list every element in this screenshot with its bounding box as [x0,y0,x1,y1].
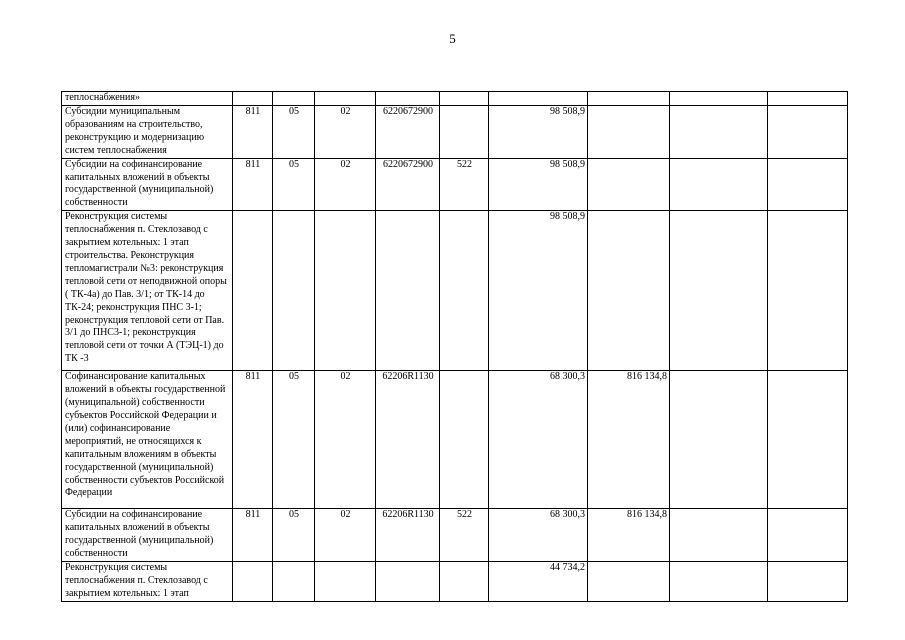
cell-empty [670,371,768,509]
cell-subsection [315,92,376,106]
cell-target-code [376,92,440,106]
cell-subsection: 02 [315,509,376,562]
cell-expense-type: 522 [440,158,489,211]
cell-expense-type: 522 [440,509,489,562]
budget-table [61,91,848,602]
cell-subsection [315,561,376,601]
cell-empty [768,371,848,509]
cell-target-code [376,211,440,371]
cell-empty [768,211,848,371]
table-row [62,158,848,211]
cell-empty [768,106,848,159]
table-row [62,106,848,159]
cell-empty [670,509,768,562]
cell-amount: 98 508,9 [489,211,588,371]
table-row [62,92,848,106]
cell-amount-federal [588,211,670,371]
cell-empty [768,561,848,601]
cell-section: 05 [273,371,315,509]
cell-amount-federal [588,106,670,159]
table-row [62,371,848,509]
cell-target-code: 6220672900 [376,158,440,211]
cell-amount: 98 508,9 [489,106,588,159]
cell-empty [670,158,768,211]
cell-amount [489,92,588,106]
cell-expense-type [440,371,489,509]
cell-ministry [233,92,273,106]
row-name: Реконструкция системы теплоснабжения п. Стеклозавод с закрытием котельных: 1 этап [62,561,233,601]
cell-amount-federal [588,158,670,211]
cell-amount-federal [588,561,670,601]
cell-empty [670,561,768,601]
cell-empty [768,158,848,211]
cell-expense-type [440,211,489,371]
cell-ministry [233,561,273,601]
cell-amount: 44 734,2 [489,561,588,601]
cell-target-code: 62206R1130 [376,509,440,562]
row-name: Реконструкция системы теплоснабжения п. Стеклозавод с закрытием котельных: 1 этап строительства. Реконструкция тепломагистрали №3: реконструкция тепловой сети от неподвижной опоры ( ТК-4а) до Пав. 3/1; от ТК-14 до ТК-24; реконструкция ПНС 3-1; реконструкция тепловой сети от Пав. 3/1 до ПНС3-1; реконструкция тепловой сети от точки А (ТЭЦ-1) до ТК -3 [62,211,233,371]
cell-expense-type [440,106,489,159]
cell-subsection: 02 [315,106,376,159]
cell-section: 05 [273,106,315,159]
cell-target-code: 6220672900 [376,106,440,159]
cell-empty [670,92,768,106]
row-name: Софинансирование капитальных вложений в объекты государственной (муниципальной) собственности субъектов Российской Федерации и (или) софинансирование мероприятий, не относящихся к капитальным вложениям в объекты государственной (муниципальной) собственности субъектов Российской Федерации [62,371,233,509]
cell-expense-type [440,92,489,106]
cell-target-code [376,561,440,601]
cell-amount-federal: 816 134,8 [588,371,670,509]
cell-amount: 68 300,3 [489,509,588,562]
cell-empty [768,92,848,106]
cell-ministry: 811 [233,509,273,562]
row-name: теплоснабжения» [62,92,233,106]
cell-section: 05 [273,509,315,562]
cell-expense-type [440,561,489,601]
cell-section [273,561,315,601]
row-name: Субсидии муниципальным образованиям на строительство, реконструкцию и модернизацию систем теплоснабжения [62,106,233,159]
cell-subsection [315,211,376,371]
cell-section [273,92,315,106]
cell-ministry: 811 [233,158,273,211]
cell-ministry: 811 [233,106,273,159]
cell-amount: 98 508,9 [489,158,588,211]
cell-ministry: 811 [233,371,273,509]
cell-amount-federal: 816 134,8 [588,509,670,562]
cell-amount-federal [588,92,670,106]
table-row [62,211,848,371]
cell-ministry [233,211,273,371]
table-row [62,561,848,601]
cell-subsection: 02 [315,371,376,509]
cell-subsection: 02 [315,158,376,211]
cell-amount: 68 300,3 [489,371,588,509]
cell-empty [670,106,768,159]
row-name: Субсидии на софинансирование капитальных вложений в объекты государственной (муниципальной) собственности [62,158,233,211]
cell-empty [768,509,848,562]
cell-empty [670,211,768,371]
cell-target-code: 62206R1130 [376,371,440,509]
cell-section [273,211,315,371]
table-row [62,509,848,562]
page-number: 5 [449,31,456,46]
row-name: Субсидии на софинансирование капитальных вложений в объекты государственной (муниципальной) собственности [62,509,233,562]
cell-section: 05 [273,158,315,211]
